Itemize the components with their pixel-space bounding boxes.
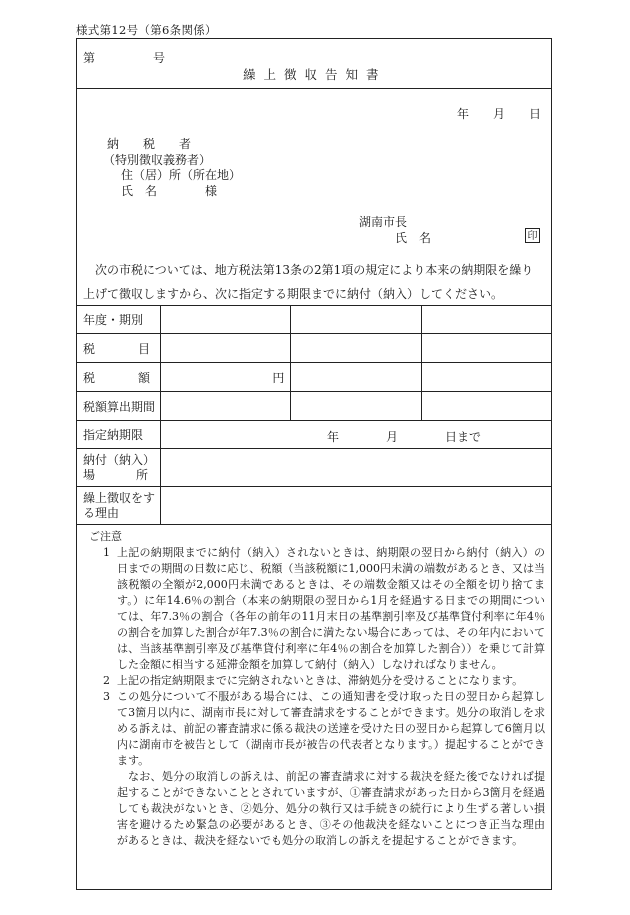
notes-section bbox=[77, 529, 553, 849]
tax-amount-cell-3 bbox=[421, 363, 551, 392]
issuer-name-label: 氏 名 bbox=[395, 231, 432, 245]
document-number-prefix: 第 bbox=[83, 51, 96, 65]
taxpayer-block bbox=[103, 137, 242, 199]
address-label: 住（居）所（所在地） bbox=[121, 168, 242, 182]
payment-place-label: 納付（納入） 場 所 bbox=[77, 449, 161, 487]
tax-details-table bbox=[76, 305, 552, 525]
table-row bbox=[77, 363, 552, 392]
seal-mark: 印 bbox=[525, 228, 540, 243]
tax-amount-label: 税 額 bbox=[77, 363, 161, 392]
document-title: 繰上徴収告知書 bbox=[243, 67, 387, 82]
table-row bbox=[77, 392, 552, 421]
due-until-label: 日まで bbox=[445, 429, 482, 444]
calc-period-cell-3 bbox=[421, 392, 551, 421]
issuer-title: 湖南市長 bbox=[359, 215, 408, 229]
tax-item-cell-3 bbox=[421, 334, 551, 363]
due-date-label: 指定納期限 bbox=[77, 421, 161, 449]
tax-item-cell-1 bbox=[161, 334, 291, 363]
due-month-label: 月 bbox=[386, 429, 399, 444]
table-row bbox=[77, 487, 552, 525]
tax-item-label: 税 目 bbox=[77, 334, 161, 363]
table-row bbox=[77, 421, 552, 449]
header-divider bbox=[77, 88, 551, 89]
calc-period-label: 税額算出期間 bbox=[77, 392, 161, 421]
document-number-suffix: 号 bbox=[153, 51, 166, 65]
taxpayer-label: 納 税 者 bbox=[107, 137, 192, 151]
reason-label: 繰上徴収をす る理由 bbox=[77, 487, 161, 525]
issuer-block bbox=[359, 214, 431, 246]
due-date-cell bbox=[161, 421, 552, 449]
table-row bbox=[77, 334, 552, 363]
payment-place-cell bbox=[161, 449, 552, 487]
special-collector-label: （特別徴収義務者） bbox=[103, 152, 212, 167]
date-year-label: 年 bbox=[457, 107, 470, 121]
note-item: 3 この処分について不服がある場合には、この通知書を受け取った日の翌日から起算して3箇月以内に、湖南市長に対して審査請求をすることができます。処分の取消しを求める訴えは、前記の審査請求に係る裁決の送達を受けた日の翌日から起算して6箇月以内に湖南市を被告として（湖南市長が被告の代表者となります。）提起することができます。 bbox=[103, 690, 545, 767]
fiscal-year-label: 年度・期別 bbox=[77, 306, 161, 334]
taxpayer-name-label: 氏 名 様 bbox=[121, 183, 218, 198]
date-month-label: 月 bbox=[493, 107, 506, 121]
table-row bbox=[77, 306, 552, 334]
notice-form bbox=[76, 38, 552, 890]
tax-amount-cell-1 bbox=[161, 363, 291, 392]
calc-period-cell-1 bbox=[161, 392, 291, 421]
note-item: 1 上記の納期限までに納付（納入）されないときは、納期限の翌日から納付（納入）の日までの期間の日数に応じ、税額（当該税額に1,000円未満の端数があるとき、又は当該税額の全額が2,000円未満であるときは、その端数金額又はその全額を切り捨てます。）に年14.6％の割合（本来の納期限の翌日から1月を経過する日までの期間については、年7.3％の割合（各年の前年の11月末日の基準割引率及び基準貸付利率に年4％の割合を加算した割合が年7.3％の割合に満たない場合にあっては、その年内においては、当該基準割引率及び基準貸付利率に年4％の割合を加算した割合））を乗じて計算した金額に相当する延滞金額を加算して納付（納入）しなければなりません。 bbox=[103, 546, 545, 671]
date-day-label: 日 bbox=[529, 107, 542, 121]
fiscal-year-cell-2 bbox=[291, 306, 421, 334]
table-row bbox=[77, 449, 552, 487]
intro-text: 次の市税については、地方税法第13条の2第1項の規定により本来の納期限を繰り上げて徴収しますから、次に指定する期限までに納付（納入）してください。 bbox=[83, 263, 534, 301]
fiscal-year-cell-3 bbox=[421, 306, 551, 334]
tax-item-cell-2 bbox=[291, 334, 421, 363]
yen-unit: 円 bbox=[272, 370, 285, 385]
due-year-label: 年 bbox=[327, 429, 340, 444]
fiscal-year-cell-1 bbox=[161, 306, 291, 334]
notes-heading: ご注意 bbox=[89, 530, 122, 543]
note-item: 2 上記の指定納期限までに完納されないときは、滞納処分を受けることになります。 bbox=[103, 674, 524, 687]
note-paragraph: なお、処分の取消しの訴えは、前記の審査請求に対する裁決を経た後でなければ提起することができないこととされていますが、①審査請求があった日から3箇月を経過しても裁決がないとき、②処分、処分の執行又は手続きの続行により生ずる著しい損害を避けるため緊急の必要があるとき、③その他裁決を経ないことにつき正当な理由があるときは、裁決を経ないでも処分の取消しの訴えを提起することができます。 bbox=[117, 770, 545, 847]
calc-period-cell-2 bbox=[291, 392, 421, 421]
form-number-label: 様式第12号（第6条関係） bbox=[76, 23, 217, 37]
tax-amount-cell-2 bbox=[291, 363, 421, 392]
reason-cell bbox=[161, 487, 552, 525]
